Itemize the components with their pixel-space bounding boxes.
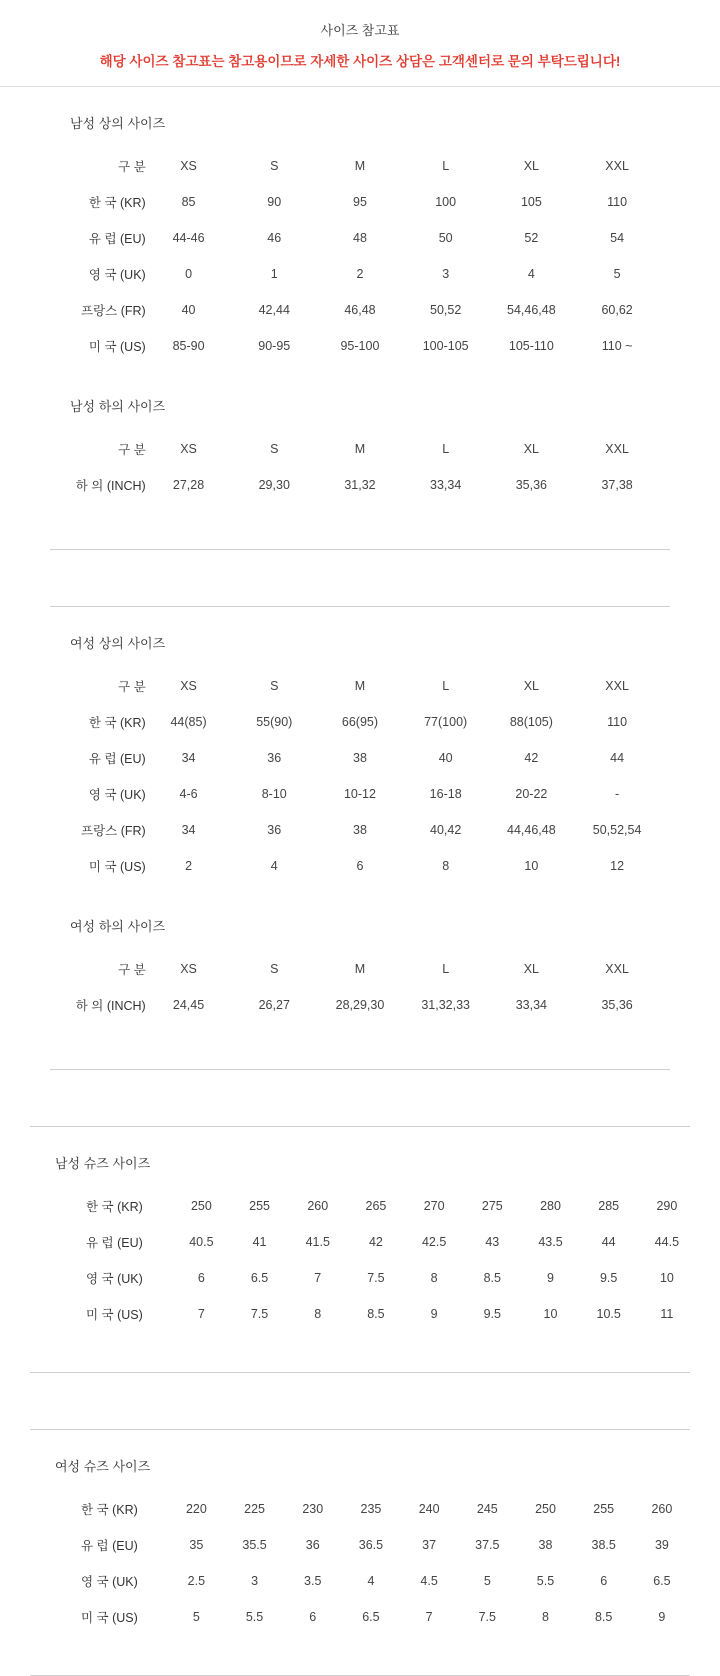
- column-header: S: [270, 679, 279, 693]
- cell: 260: [651, 1502, 673, 1516]
- cell: 6.5: [362, 1610, 380, 1624]
- cell: 40.5: [189, 1235, 214, 1249]
- cell: 6.5: [653, 1574, 671, 1588]
- cell: 35.5: [242, 1538, 267, 1552]
- cell: 37,38: [601, 478, 633, 492]
- cell: 5: [483, 1574, 491, 1588]
- cell: 6.5: [250, 1271, 269, 1285]
- cell: 255: [249, 1199, 270, 1213]
- column-header: 구 분: [118, 680, 146, 694]
- spacer: [0, 1332, 720, 1372]
- cell: 280: [540, 1199, 561, 1213]
- cell: 8.5: [594, 1610, 613, 1624]
- table-row: [60, 848, 660, 884]
- column-header: 구 분: [118, 963, 146, 977]
- column-header: XS: [180, 962, 197, 976]
- column-header: M: [354, 679, 366, 693]
- row-label: 하 의 (INCH): [75, 479, 146, 493]
- cell: 1: [270, 267, 278, 281]
- cell: 245: [476, 1502, 498, 1516]
- cell: 2: [185, 859, 193, 873]
- cell: 88(105): [509, 715, 553, 729]
- table-row: [81, 1563, 691, 1599]
- cell: 42.5: [421, 1235, 447, 1249]
- cell: 44.5: [654, 1235, 680, 1249]
- column-header: XL: [523, 159, 540, 173]
- cell: 44,46,48: [507, 823, 556, 837]
- table-row: [60, 292, 660, 328]
- column-header: 구 분: [118, 443, 146, 457]
- cell: 4: [270, 859, 278, 873]
- section-title-women-bottom: 여성 하의 사이즈: [70, 919, 166, 934]
- table-row: [60, 704, 660, 740]
- cell: 38.5: [591, 1538, 616, 1552]
- column-header: XL: [523, 962, 540, 976]
- column-header: XS: [180, 159, 197, 173]
- cell: 240: [418, 1502, 440, 1516]
- cell: 6: [309, 1610, 317, 1624]
- spacer: [0, 1373, 720, 1429]
- table-row: [81, 1527, 691, 1563]
- cell: 0: [185, 267, 193, 281]
- column-header: L: [442, 442, 450, 456]
- spacer: [0, 550, 720, 606]
- section-men-top: [0, 87, 720, 370]
- cell: 48: [353, 231, 367, 245]
- section-women-bottom: [0, 890, 720, 1029]
- cell: 100-105: [422, 339, 469, 353]
- cell: 26,27: [258, 998, 290, 1012]
- cell: 90-95: [258, 339, 291, 353]
- cell: 7: [197, 1307, 205, 1321]
- cell: 31,32,33: [421, 998, 470, 1012]
- cell: 10: [543, 1307, 558, 1321]
- cell: 3: [251, 1574, 259, 1588]
- cell: 46: [267, 231, 282, 245]
- table-women-bottom-wrap: [0, 951, 720, 1029]
- cell: 11: [660, 1307, 674, 1321]
- table-men-top-wrap: [0, 148, 720, 370]
- cell: 100: [435, 195, 457, 209]
- row-label: 한 국 (KR): [88, 716, 146, 730]
- cell: 38: [353, 751, 367, 765]
- table-header-row: [60, 951, 660, 987]
- cell: 43: [485, 1235, 500, 1249]
- column-header: S: [270, 442, 279, 456]
- cell: 40: [438, 751, 453, 765]
- cell: 35: [189, 1538, 204, 1552]
- notice-text: 해당 사이즈 참고표는 참고용이므로 자세한 사이즈 상담은 고객센터로 문의 부탁드립니다!: [99, 54, 621, 69]
- cell: 34: [181, 823, 196, 837]
- table-header-row: [60, 148, 660, 184]
- table-row: [60, 812, 660, 848]
- cell: -: [615, 787, 620, 801]
- cell: 41.5: [305, 1235, 330, 1249]
- column-header: XXL: [605, 442, 629, 456]
- table-men-shoes-wrap: [0, 1188, 720, 1332]
- cell: 7: [425, 1610, 433, 1624]
- cell: 55(90): [256, 715, 293, 729]
- table-row: [60, 256, 660, 292]
- column-header: S: [270, 159, 279, 173]
- cell: 44: [610, 751, 625, 765]
- cell: 2: [356, 267, 364, 281]
- cell: 40: [181, 303, 196, 317]
- row-label: 프랑스 (FR): [81, 304, 146, 318]
- cell: 27,28: [172, 478, 205, 492]
- cell: 85: [181, 195, 196, 209]
- table-women-top: [60, 668, 660, 884]
- cell: 6: [197, 1271, 205, 1285]
- table-women-shoes: [81, 1491, 691, 1635]
- cell: 250: [190, 1199, 212, 1213]
- spacer: [0, 509, 720, 549]
- table-row: [60, 987, 660, 1023]
- cell: 8: [442, 859, 450, 873]
- cell: 29,30: [258, 478, 290, 492]
- spacer: [0, 1635, 720, 1675]
- cell: 7: [314, 1271, 322, 1285]
- cell: 8.5: [483, 1271, 501, 1285]
- table-women-top-wrap: [0, 668, 720, 890]
- table-women-bottom: [60, 951, 660, 1023]
- cell: 5.5: [536, 1574, 555, 1588]
- cell: 225: [244, 1502, 265, 1516]
- column-header: XL: [523, 442, 540, 456]
- cell: 44-46: [172, 231, 205, 245]
- row-label: 유 럽 (EU): [86, 1236, 143, 1250]
- cell: 5.5: [245, 1610, 264, 1624]
- cell: 35,36: [515, 478, 547, 492]
- cell: 39: [654, 1538, 669, 1552]
- cell: 9: [547, 1271, 554, 1285]
- cell: 7.5: [478, 1610, 496, 1624]
- cell: 290: [656, 1199, 678, 1213]
- cell: 8-10: [261, 787, 287, 801]
- cell: 235: [360, 1502, 382, 1516]
- table-row: [60, 740, 660, 776]
- cell: 34: [181, 751, 196, 765]
- row-label: 영 국 (UK): [88, 268, 146, 282]
- cell: 250: [535, 1502, 556, 1516]
- cell: 46,48: [344, 303, 376, 317]
- cell: 8: [314, 1307, 322, 1321]
- cell: 8.5: [367, 1307, 385, 1321]
- section-title-women-shoes: 여성 슈즈 사이즈: [55, 1459, 151, 1474]
- section-title-men-top: 남성 상의 사이즈: [70, 116, 166, 131]
- cell: 4-6: [179, 787, 198, 801]
- cell: 44: [601, 1235, 616, 1249]
- cell: 255: [593, 1502, 615, 1516]
- cell: 40,42: [430, 823, 462, 837]
- cell: 9.5: [599, 1271, 618, 1285]
- cell: 260: [307, 1199, 329, 1213]
- cell: 10: [659, 1271, 674, 1285]
- spacer: [0, 1070, 720, 1126]
- cell: 33,34: [430, 478, 462, 492]
- cell: 110: [607, 715, 628, 729]
- table-women-shoes-wrap: [0, 1491, 720, 1635]
- row-label: 하 의 (INCH): [75, 999, 146, 1013]
- row-label: 프랑스 (FR): [81, 824, 146, 838]
- cell: 8: [430, 1271, 438, 1285]
- cell: 230: [302, 1502, 324, 1516]
- row-label: 영 국 (UK): [81, 1575, 138, 1589]
- cell: 66(95): [341, 715, 379, 729]
- row-label: 미 국 (US): [88, 340, 146, 354]
- section-men-shoes: [0, 1127, 720, 1332]
- cell: 38: [538, 1538, 553, 1552]
- cell: 37: [422, 1538, 437, 1552]
- cell: 265: [365, 1199, 387, 1213]
- table-men-bottom: [60, 431, 660, 503]
- cell: 36: [267, 823, 282, 837]
- cell: 7.5: [367, 1271, 385, 1285]
- cell: 35,36: [601, 998, 633, 1012]
- row-label: 유 럽 (EU): [88, 752, 146, 766]
- cell: 33,34: [515, 998, 547, 1012]
- column-header: 구 분: [118, 160, 146, 174]
- cell: 275: [481, 1199, 503, 1213]
- cell: 50,52,54: [592, 823, 642, 837]
- cell: 10-12: [343, 787, 376, 801]
- cell: 105: [520, 195, 542, 209]
- row-label: 미 국 (US): [81, 1611, 138, 1625]
- row-label: 영 국 (UK): [88, 788, 146, 802]
- cell: 20-22: [515, 787, 548, 801]
- cell: 31,32: [344, 478, 376, 492]
- cell: 5: [192, 1610, 200, 1624]
- spacer: [0, 1029, 720, 1069]
- cell: 3.5: [304, 1574, 322, 1588]
- section-title-men-shoes: 남성 슈즈 사이즈: [55, 1156, 151, 1171]
- cell: 6: [356, 859, 364, 873]
- cell: 4: [367, 1574, 375, 1588]
- table-row: [60, 467, 660, 503]
- row-label: 유 럽 (EU): [81, 1539, 138, 1553]
- section-title-women-top: 여성 상의 사이즈: [70, 636, 166, 651]
- cell: 270: [423, 1199, 445, 1213]
- cell: 54,46,48: [507, 303, 556, 317]
- table-row: [86, 1188, 696, 1224]
- cell: 110 ~: [601, 339, 633, 353]
- column-header: XXL: [605, 679, 629, 693]
- cell: 41: [252, 1235, 267, 1249]
- cell: 10.5: [596, 1307, 621, 1321]
- table-men-bottom-wrap: [0, 431, 720, 509]
- column-header: XL: [523, 679, 540, 693]
- cell: 3: [442, 267, 450, 281]
- page-title: 사이즈 참고표: [320, 23, 400, 38]
- cell: 42,44: [258, 303, 290, 317]
- cell: 9.5: [483, 1307, 501, 1321]
- column-header: L: [442, 159, 450, 173]
- cell: 8: [542, 1610, 549, 1624]
- section-men-bottom: [0, 370, 720, 509]
- cell: 9: [658, 1610, 666, 1624]
- cell: 50: [438, 231, 453, 245]
- table-row: [60, 220, 660, 256]
- column-header: XS: [180, 679, 197, 693]
- cell: 43.5: [538, 1235, 563, 1249]
- column-header: L: [442, 679, 450, 693]
- table-header-row: [60, 431, 660, 467]
- column-header: M: [354, 442, 366, 456]
- table-header-row: [60, 668, 660, 704]
- cell: 16-18: [429, 787, 462, 801]
- cell: 4: [527, 267, 535, 281]
- cell: 6: [600, 1574, 608, 1588]
- cell: 85-90: [172, 339, 205, 353]
- table-row: [86, 1296, 696, 1332]
- cell: 37.5: [475, 1538, 500, 1552]
- row-label: 한 국 (KR): [81, 1503, 138, 1517]
- cell: 90: [267, 195, 282, 209]
- cell: 7.5: [250, 1307, 269, 1321]
- row-label: 미 국 (US): [86, 1308, 143, 1322]
- cell: 10: [524, 859, 539, 873]
- cell: 2.5: [187, 1574, 206, 1588]
- table-men-shoes: [86, 1188, 696, 1332]
- cell: 285: [598, 1199, 620, 1213]
- row-label: 미 국 (US): [88, 860, 146, 874]
- table-row: [60, 184, 660, 220]
- column-header: XS: [180, 442, 197, 456]
- table-row: [86, 1260, 696, 1296]
- table-men-top: [60, 148, 660, 364]
- column-header: XXL: [605, 159, 629, 173]
- row-label: 한 국 (KR): [88, 196, 146, 210]
- cell: 12: [610, 859, 625, 873]
- cell: 36: [267, 751, 282, 765]
- table-row: [60, 776, 660, 812]
- cell: 28,29,30: [335, 998, 385, 1012]
- cell: 52: [524, 231, 539, 245]
- column-header: XXL: [605, 962, 629, 976]
- cell: 95: [353, 195, 367, 209]
- cell: 50,52: [430, 303, 462, 317]
- cell: 42: [368, 1235, 383, 1249]
- column-header: M: [354, 159, 366, 173]
- cell: 38: [353, 823, 367, 837]
- row-label: 한 국 (KR): [86, 1200, 143, 1214]
- cell: 36: [305, 1538, 320, 1552]
- section-title-men-bottom: 남성 하의 사이즈: [70, 399, 166, 414]
- section-women-shoes: [0, 1430, 720, 1635]
- cell: 42: [524, 751, 539, 765]
- cell: 36.5: [358, 1538, 384, 1552]
- table-row: [86, 1224, 696, 1260]
- cell: 5: [613, 267, 621, 281]
- column-header: S: [270, 962, 279, 976]
- row-label: 유 럽 (EU): [88, 232, 146, 246]
- cell: 60,62: [601, 303, 633, 317]
- cell: 95-100: [340, 339, 380, 353]
- column-header: L: [442, 962, 450, 976]
- section-women-top: [0, 607, 720, 890]
- table-row: [60, 328, 660, 364]
- cell: 110: [607, 195, 628, 209]
- cell: 54: [610, 231, 625, 245]
- cell: 105-110: [508, 339, 554, 353]
- column-header: M: [354, 962, 366, 976]
- cell: 4.5: [420, 1574, 438, 1588]
- cell: 77(100): [424, 715, 468, 729]
- cell: 9: [430, 1307, 438, 1321]
- row-label: 영 국 (UK): [86, 1272, 143, 1286]
- cell: 24,45: [172, 998, 205, 1012]
- cell: 220: [185, 1502, 207, 1516]
- cell: 44(85): [170, 715, 207, 729]
- table-row: [81, 1599, 691, 1635]
- table-row: [81, 1491, 691, 1527]
